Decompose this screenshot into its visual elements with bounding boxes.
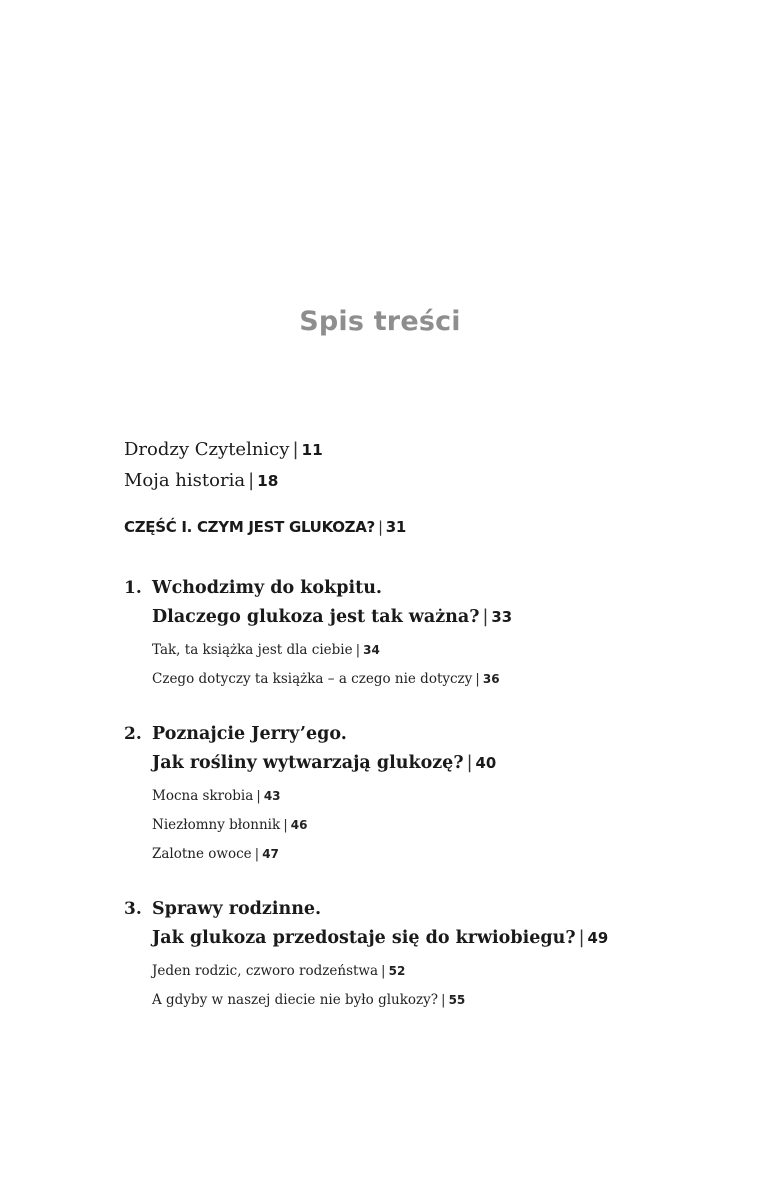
toc-entry-label: Moja historia — [124, 470, 246, 491]
chapter-number: 1. — [124, 578, 142, 598]
separator: | — [381, 963, 386, 979]
section-label: Tak, ta książka jest dla ciebie — [152, 642, 353, 658]
toc-chapter-2 — [124, 720, 724, 869]
separator: | — [441, 992, 446, 1008]
chapter-title-line-1[interactable]: Wchodzimy do kokpitu. — [152, 578, 383, 598]
toc-page-number: 33 — [491, 608, 513, 626]
toc-page-number: 34 — [363, 643, 380, 657]
chapter-title-line-2[interactable] — [152, 603, 724, 632]
separator: | — [578, 928, 585, 948]
toc-page-number: 55 — [448, 993, 466, 1007]
toc-page-number: 31 — [385, 518, 406, 536]
table-of-contents — [124, 434, 724, 1015]
chapter-title-line-2[interactable] — [152, 924, 724, 953]
chapter-sections — [152, 782, 724, 869]
chapter-title-line-1[interactable]: Sprawy rodzinne. — [152, 899, 322, 919]
toc-page-number: 46 — [290, 818, 308, 832]
toc-entry-moja-historia[interactable] — [124, 465, 724, 496]
toc-section[interactable] — [152, 840, 724, 869]
toc-page-number: 11 — [301, 441, 323, 459]
chapter-sections — [152, 957, 724, 1015]
toc-entry-label: Drodzy Czytelnicy — [124, 439, 290, 460]
chapter-subtitle: Jak rośliny wytwarzają glukozę? — [152, 753, 464, 773]
toc-chapter-3 — [124, 895, 724, 1015]
separator: | — [482, 607, 489, 627]
chapter-number: 3. — [124, 899, 142, 919]
chapter-sections — [152, 636, 724, 694]
chapter-number: 2. — [124, 724, 142, 744]
separator: | — [466, 753, 473, 773]
separator: | — [248, 470, 255, 491]
separator: | — [355, 642, 361, 658]
separator: | — [377, 518, 383, 536]
separator: | — [254, 846, 260, 862]
section-label: Jeden rodzic, czworo rodzeństwa — [152, 963, 379, 979]
separator: | — [292, 439, 299, 460]
toc-part-heading[interactable] — [124, 518, 724, 548]
toc-page-number: 40 — [475, 754, 497, 772]
section-label: Czego dotyczy ta książka – a czego nie dotyczy — [152, 671, 473, 687]
page-title: Spis treści — [299, 306, 461, 337]
toc-page-number: 36 — [482, 672, 500, 686]
toc-page-number: 47 — [262, 847, 279, 861]
toc-section[interactable] — [152, 811, 724, 840]
toc-page-number: 49 — [587, 929, 609, 947]
section-label: Zalotne owoce — [152, 846, 252, 862]
chapter-title-line-2[interactable] — [152, 749, 724, 778]
toc-entry-drodzy-czytelnicy[interactable] — [124, 434, 724, 465]
toc-section[interactable] — [152, 665, 724, 694]
toc-page-number: 52 — [388, 964, 406, 978]
toc-page-number: 18 — [257, 472, 279, 490]
toc-page-number: 43 — [263, 789, 281, 803]
toc-section[interactable] — [152, 782, 724, 811]
section-label: Mocna skrobia — [152, 788, 254, 804]
toc-section[interactable] — [152, 636, 724, 665]
chapter-title-line-1[interactable]: Poznajcie Jerry’ego. — [152, 724, 347, 744]
section-label: A gdyby w naszej diecie nie było glukozy? — [152, 992, 439, 1008]
chapter-subtitle: Dlaczego glukoza jest tak ważna? — [152, 607, 480, 627]
chapter-subtitle: Jak glukoza przedostaje się do krwiobiegu? — [152, 928, 576, 948]
part-label: CZĘŚĆ I. CZYM JEST GLUKOZA? — [124, 518, 375, 536]
separator: | — [256, 788, 261, 804]
toc-section[interactable] — [152, 986, 724, 1015]
toc-section[interactable] — [152, 957, 724, 986]
separator: | — [475, 671, 480, 687]
section-label: Niezłomny błonnik — [152, 817, 281, 833]
toc-chapter-1 — [124, 574, 724, 694]
separator: | — [283, 817, 288, 833]
